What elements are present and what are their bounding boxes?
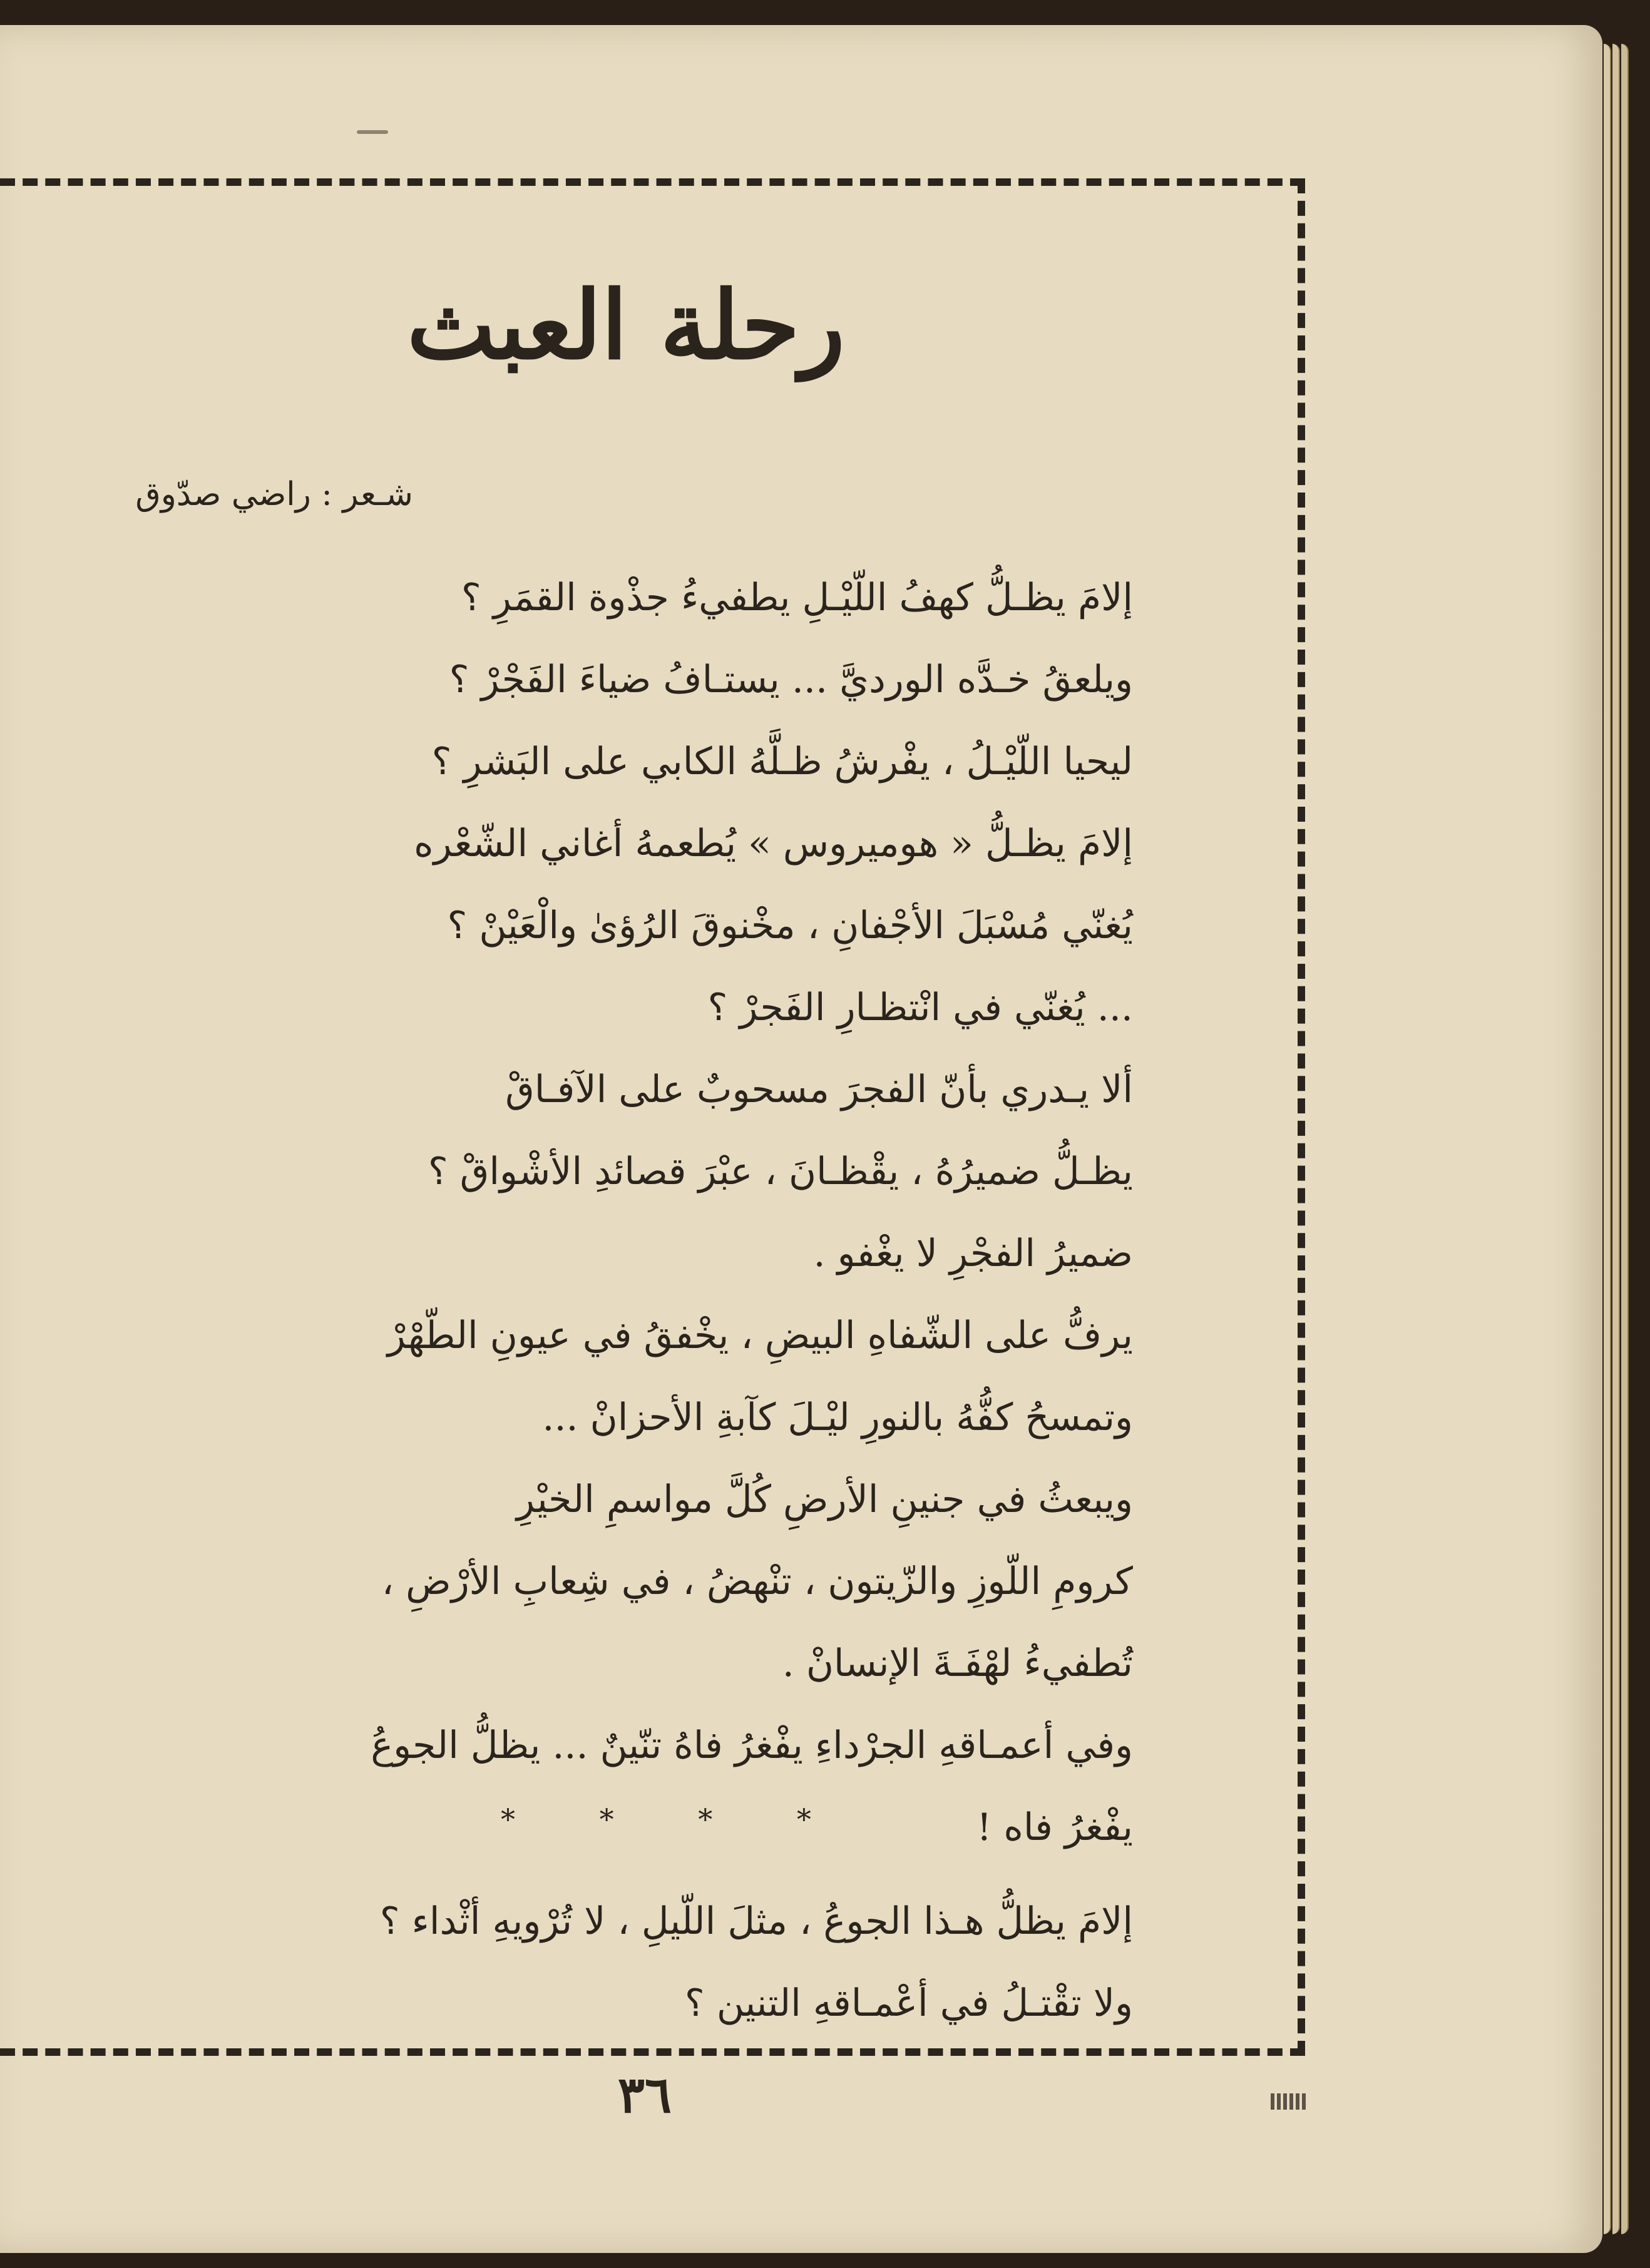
page-edge	[1604, 44, 1611, 2234]
page-edge	[1612, 44, 1620, 2234]
library-stamp	[1271, 2093, 1308, 2110]
poem-line: ... يُغنّي في انْتظـارِ الفَجرْ ؟	[707, 986, 1133, 1029]
poem-line: يرفُّ على الشّفاهِ البيضِ ، يخْفقُ في عيونِ الطّهْرْ	[387, 1314, 1133, 1357]
poem-line: ضميرُ الفجْرِ لا يغْفو .	[813, 1232, 1133, 1275]
poem-line: ولا تقْتـلُ في أعْمـاقهِ التنين ؟	[684, 1981, 1133, 2025]
poem-line: وتمسحُ كفُّهُ بالنورِ ليْـلَ كآبةِ الأحزانْ ...	[542, 1396, 1133, 1439]
poem-line: ويلعقُ خـدَّه الورديَّ ... يستـافُ ضياءَ الفَجْرْ ؟	[449, 658, 1133, 702]
poem-author: شـعر : راضي صدّوق	[135, 476, 413, 513]
poem-line: يظـلُّ ضميرُهُ ، يقْظـانَ ، عبْرَ قصائدِ الأشْواقْ ؟	[428, 1150, 1133, 1193]
poem-line: ليحيا اللّيْـلُ ، يفْرشُ ظـلَّهُ الكابي على البَشرِ ؟	[431, 740, 1133, 784]
poem-title: رحلة العبث	[407, 270, 845, 381]
ink-smudge	[357, 130, 388, 134]
poem-body	[144, 557, 1133, 1869]
poem-line: إلامَ يظـلُّ « هوميروس » يُطعمهُ أغاني الشّعْره	[414, 822, 1133, 866]
poem-line: وفي أعمـاقهِ الجرْداءِ يفْغرُ فاهُ تنّينٌ ... يظلُّ الجوعُ	[371, 1724, 1133, 1767]
poem-line: يُغنّي مُسْبَلَ الأجْفانِ ، مخْنوقَ الرُؤىٰ والْعَيْنْ ؟	[447, 904, 1133, 948]
poem-line: إلامَ يظلُّ هـذا الجوعُ ، مثلَ اللّيلِ ، لا تُرْويهِ أثْداء ؟	[379, 1899, 1133, 1943]
page-number: ٣٦	[618, 2065, 672, 2124]
page-edge	[1621, 44, 1629, 2234]
poem-line: إلامَ يظـلُّ كهفُ اللّيْـلِ يطفيءُ جذْوة القمَرِ ؟	[461, 576, 1133, 620]
section-separator: * * * *	[501, 1802, 849, 1836]
poem-line: كرومِ اللّوزِ والزّيتون ، تنْهضُ ، في شِعابِ الأرْضِ ،	[381, 1560, 1133, 1603]
poem-line: ألا يـدري بأنّ الفجرَ مسحوبٌ على الآفـاقْ	[505, 1068, 1133, 1111]
poem-body-continued	[144, 1881, 1133, 2045]
poem-line: يفْغرُ فاه !	[976, 1806, 1133, 1849]
poem-line: تُطفيءُ لهْفَـةَ الإنسانْ .	[782, 1642, 1133, 1685]
poem-line: ويبعثُ في جنينِ الأرضِ كُلَّ مواسمِ الخيْرِ	[516, 1478, 1133, 1521]
